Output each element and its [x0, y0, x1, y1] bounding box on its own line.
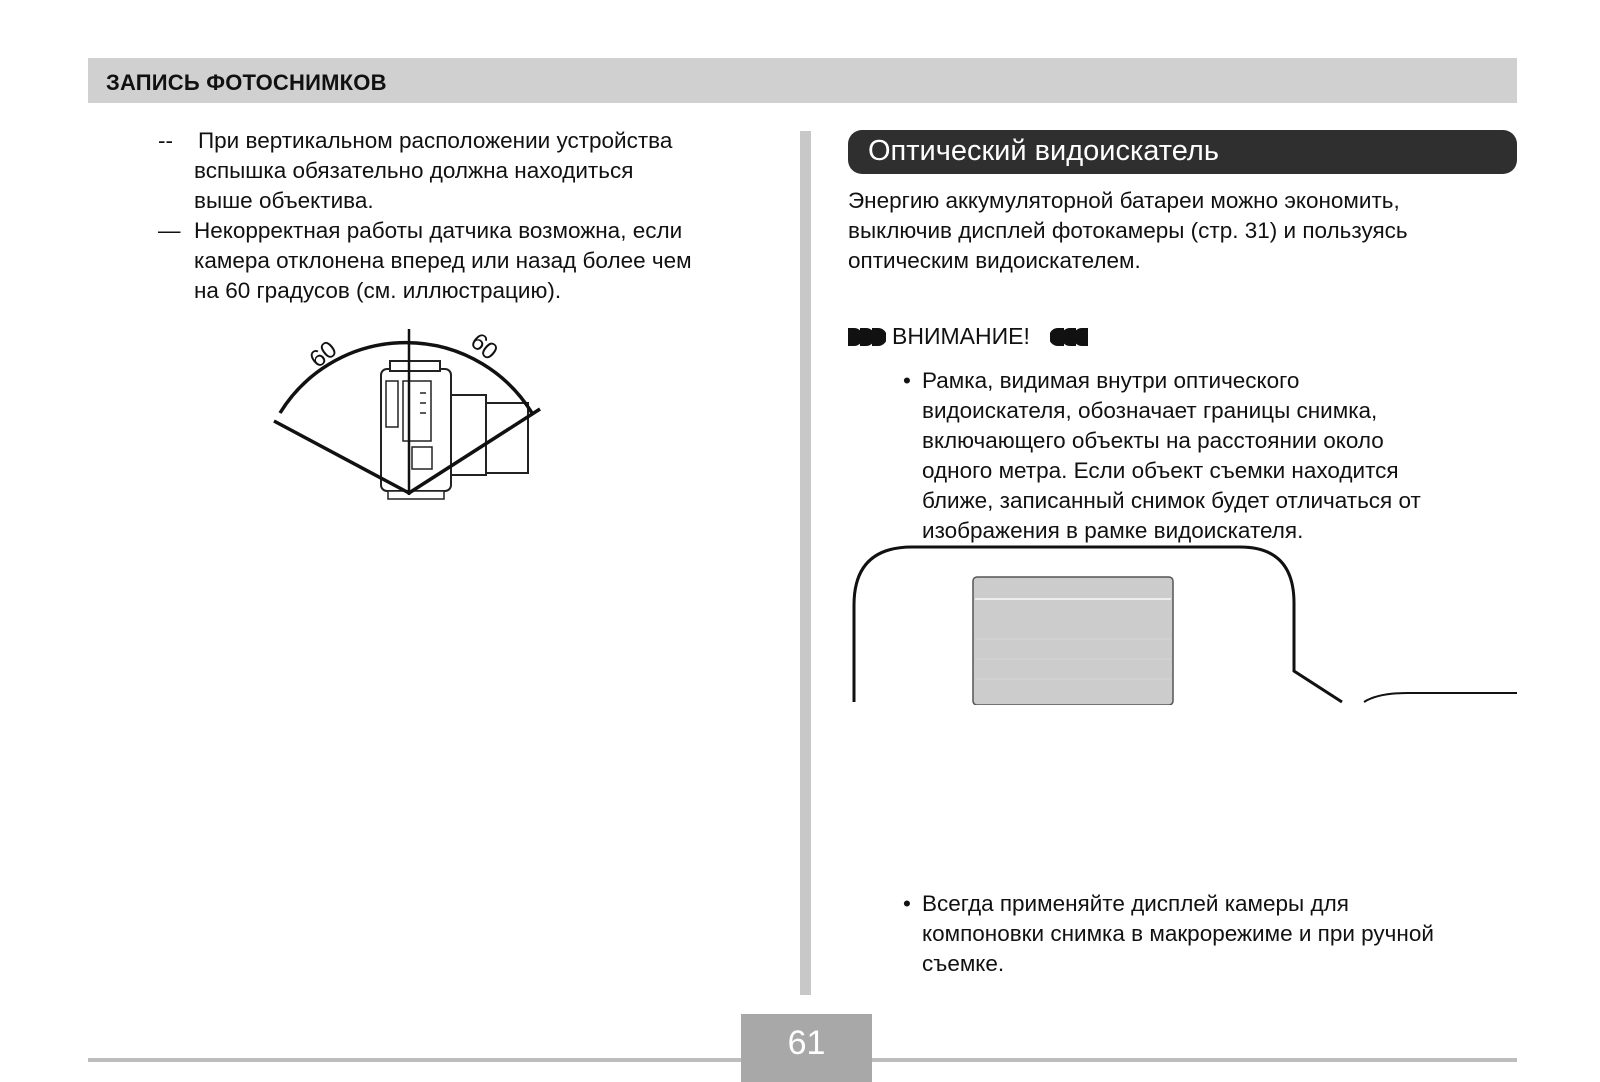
page-number-box: [741, 1014, 872, 1082]
intro-line: выключив дисплей фотокамеры (стр. 31) и пользуясь: [848, 218, 1408, 243]
note-line: на 60 градусов (см. иллюстрацию).: [194, 278, 562, 303]
section-heading: [848, 130, 1517, 174]
camera-tilt-illustration: [270, 325, 560, 510]
warning-arrows-right-icon: [848, 326, 886, 348]
bullet-line: ближе, записанный снимок будет отличаться от: [922, 488, 1421, 513]
bullet-line: одного метра. Если объект съемки находится: [922, 458, 1399, 483]
bullet-line: включающего объекты на расстоянии около: [922, 428, 1384, 453]
note-line: Некорректная работы датчика возможна, если: [194, 218, 683, 243]
note-line: вспышка обязательно должна находиться: [194, 158, 634, 183]
bullet-line: компоновки снимка в макрорежиме и при ручной: [922, 921, 1434, 946]
note-line: При вертикальном расположении устройства: [198, 128, 673, 153]
page-number: 61: [787, 1024, 826, 1062]
intro-line: оптическим видоискателем.: [848, 248, 1141, 273]
warning-arrows-left-icon: [1050, 326, 1088, 348]
bullet-marker: •: [903, 368, 911, 393]
note-marker: --: [158, 128, 173, 153]
page-header-title: ЗАПИСЬ ФОТОСНИМКОВ: [106, 70, 387, 95]
section-title: Оптический видоискатель: [868, 135, 1219, 167]
bullet-line: Всегда применяйте дисплей камеры для: [922, 891, 1349, 916]
left-angle-label: 60: [304, 335, 343, 374]
camera-body-edge: [1364, 693, 1517, 702]
warning-label: ВНИМАНИЕ!: [892, 323, 1030, 349]
intro-line: Энергию аккумуляторной батареи можно экономить,: [848, 188, 1400, 213]
right-angle-label: 60: [465, 327, 503, 366]
header-bar: [88, 58, 1517, 103]
bullet-line: изображения в рамке видоискателя.: [922, 518, 1304, 543]
bullet-line: видоискателя, обозначает границы снимка,: [922, 398, 1378, 423]
note-line: камера отклонена вперед или назад более чем: [194, 248, 692, 273]
column-divider: [800, 131, 811, 995]
note-marker: —: [158, 218, 181, 243]
bullet-line: Рамка, видимая внутри оптического: [922, 368, 1300, 393]
viewfinder-illustration: [848, 545, 1518, 705]
bullet-line: съемке.: [922, 951, 1005, 976]
note-line: выше объектива.: [194, 188, 374, 213]
bullet-marker: •: [903, 891, 911, 916]
viewfinder-frame-window: [973, 577, 1173, 705]
